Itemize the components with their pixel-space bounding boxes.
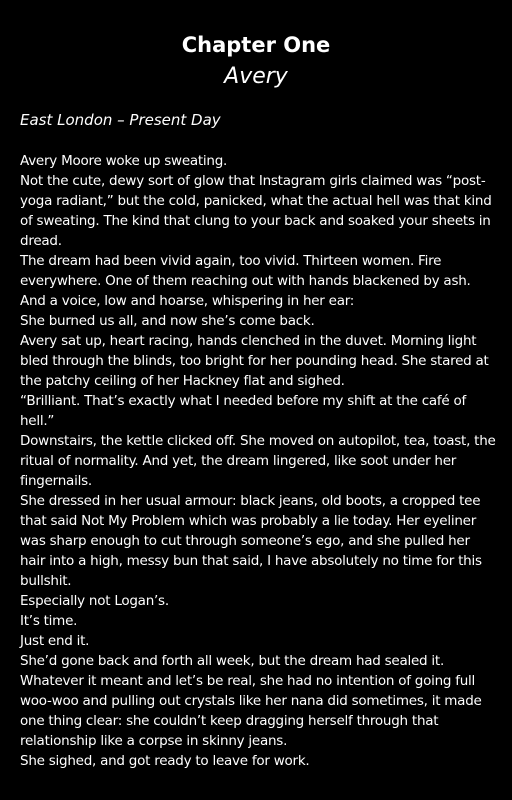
paragraph: She sighed, and got ready to leave for work. — [20, 753, 310, 769]
paragraph: It’s time. — [20, 613, 78, 629]
paragraph: She’d gone back and forth all week, but the dream had sealed it. Whatever it meant and let’s be real, she had no intention of going full woo-woo and pulling out crystals like her nana did sometimes, it made one thing clear: she couldn’t keep dragging herself through that relationship like a corpse in skinny jeans. — [20, 653, 482, 749]
chapter-body — [20, 151, 496, 771]
scene-location: East London – Present Day — [20, 111, 221, 129]
chapter-character-name: Avery — [224, 64, 288, 89]
chapter-title: Chapter One — [181, 33, 331, 57]
paragraph: “Brilliant. That’s exactly what I needed before my shift at the café of hell.” — [20, 393, 467, 429]
paragraph: Just end it. — [20, 633, 90, 649]
paragraph: The dream had been vivid again, too vivid. Thirteen women. Fire everywhere. One of them reaching out with hands blackened by ash. And a voice, low and hoarse, whispering in her ear: — [20, 253, 471, 309]
paragraph: Not the cute, dewy sort of glow that Instagram girls claimed was “post-yoga radiant,” but the cold, panicked, what the actual hell was that kind of sweating. The kind that clung to your back and soaked your sheets in dread. — [20, 173, 492, 249]
paragraph: She dressed in her usual armour: black jeans, old boots, a cropped tee that said Not My Problem which was probably a lie today. Her eyeliner was sharp enough to cut through someone’s ego, and she pulled her hair into a high, messy bun that said, I have absolutely no time for this bullshit. — [20, 493, 482, 589]
paragraph: Avery Moore woke up sweating. — [20, 153, 228, 169]
paragraph: Especially not Logan’s. — [20, 593, 169, 609]
paragraph: She burned us all, and now she’s come back. — [20, 313, 315, 329]
paragraph: Downstairs, the kettle clicked off. She moved on autopilot, tea, toast, the ritual of normality. And yet, the dream lingered, like soot under her fingernails. — [20, 433, 496, 489]
paragraph: Avery sat up, heart racing, hands clenched in the duvet. Morning light bled through the blinds, too bright for her pounding head. She stared at the patchy ceiling of her Hackney flat and sighed. — [20, 333, 489, 389]
